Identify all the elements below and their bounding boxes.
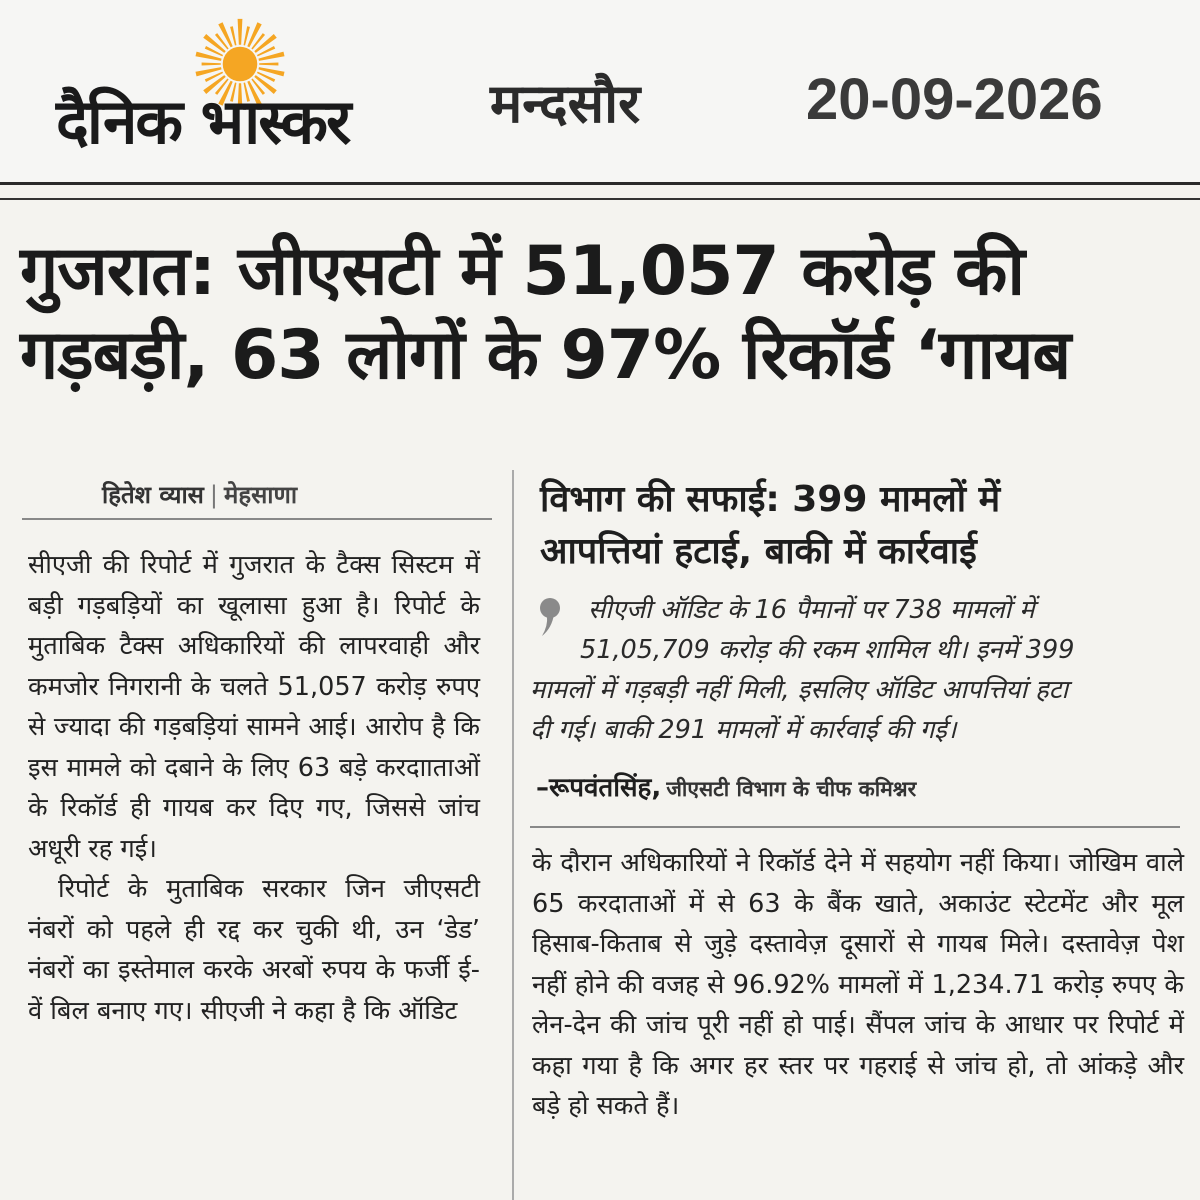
- quote-attribution: [536, 768, 916, 804]
- left-paragraph-2: रिपोर्ट के मुताबिक सरकार जिन जीएसटी नंबरों को पहले ही रद्द कर चुकी थी, उन ‘डेड’ नंबरों का इस्तेमाल करके अरबों रुपय के फर्जी ई-वें बिल बनाए गए। सीएजी ने कहा है कि ऑडिट: [28, 874, 480, 1026]
- byline-place: मेहसाणा: [223, 481, 298, 509]
- side-heading-line-1: विभाग की सफाई: 399 मामलों में: [540, 479, 1001, 520]
- byline: [102, 478, 297, 511]
- left-column-body: [28, 545, 480, 1031]
- masthead: [0, 0, 1200, 185]
- side-box-rule: [530, 826, 1180, 828]
- headline-line-1: गुजरात: जीएसटी में 51,057 करोड़ की: [20, 232, 1024, 311]
- edition-date: 20-09-2026: [806, 67, 1103, 132]
- official-quote: [530, 590, 1180, 750]
- right-column-body: [532, 843, 1184, 1127]
- side-box-heading: [540, 474, 1180, 578]
- edition-city: मन्दसौर: [490, 72, 641, 135]
- headline-rule: [0, 198, 1200, 200]
- byline-rule: [22, 518, 492, 520]
- quote-line-3: मामलों में गड़बड़ी नहीं मिली, इसलिए ऑडिट आपत्तियां हटा: [530, 675, 1069, 705]
- byline-author: हितेश व्यास: [102, 481, 204, 509]
- left-paragraph-1: सीएजी की रिपोर्ट में गुजरात के टैक्स सिस्टम में बड़ी गड़बड़ियों का खूलासा हुआ है। रिपोर्ट के मुताबिक टैक्स अधिकारियों की लापरवाही और कमजोर निगरानी के चलते 51,057 करोड़ रुपए से ज्यादा की गड़बड़ियां सामने आई। आरोप है कि इस मामले को दबाने के लिए 63 बड़े करदााताओं के रिकॉर्ड ही गायब कर दिए गए, जिससे जांच अधूरी रह गई।: [28, 550, 480, 864]
- attribution-title: जीएसटी विभाग के चीफ कमिश्नर: [666, 777, 917, 801]
- main-headline: [20, 230, 1190, 398]
- byline-separator: |: [209, 481, 218, 509]
- side-heading-line-2: आपत्तियां हटाई, बाकी में कार्रवाई: [540, 531, 977, 572]
- column-divider: [512, 470, 514, 1200]
- quote-line-1: सीएजी ऑडिट के 16 पैमानों पर 738 मामलों में: [588, 595, 1035, 625]
- right-paragraph-1: के दौरान अधिकारियों ने रिकॉर्ड देने में सहयोग नहीं किया। जोखिम वाले 65 करदाताओं में से 63 के बैंक खाते, अकाउंट स्टेटमेंट और मूल हिसाब-किताब से जुड़े दस्तावेज़ दूसारों से गायब मिले। दस्तावेज़ पेश नहीं होने की वजह से 96.92% मामलों में 1,234.71 करोड़ रुपए के लेन-देन की जांच पूरी नहीं हो पाई। सैंपल जांच के आधार पर रिपोर्ट में कहा गया है कि अगर हर स्तर पर गहराई से जांच हो, तो आंकड़े और बड़े हो सकते हैं।: [532, 848, 1184, 1121]
- headline-line-2: गड़बड़ी, 63 लोगों के 97% रिकॉर्ड ‘गायब: [20, 316, 1071, 395]
- newspaper-brand: दैनिक भास्कर: [56, 85, 350, 158]
- quote-line-2: 51,05,709 करोड़ की रकम शामिल थी। इनमें 399: [580, 635, 1075, 665]
- quote-line-4: दी गई। बाकी 291 मामलों में कार्रवाई की गई।: [530, 715, 957, 745]
- attribution-name: –रूपवंतसिंह,: [536, 773, 662, 803]
